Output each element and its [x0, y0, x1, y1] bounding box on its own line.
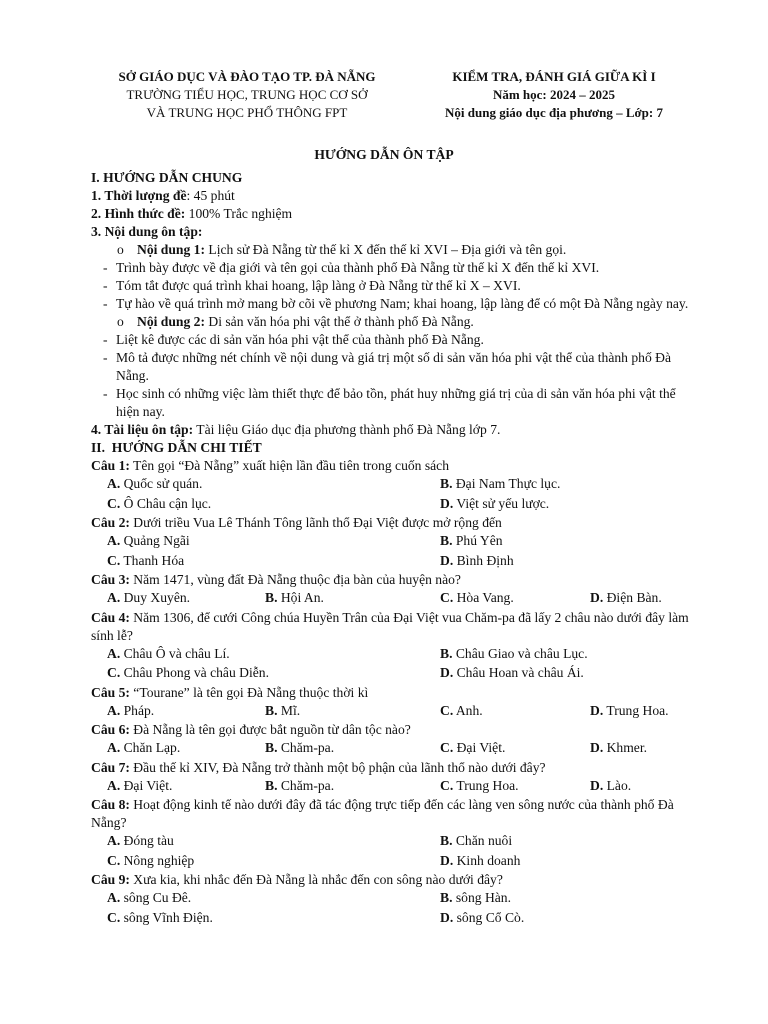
option-letter: B. — [440, 476, 453, 491]
answer-options — [91, 889, 691, 928]
option-text: Pháp. — [120, 702, 155, 718]
option-text: Châu Ô và châu Lí. — [120, 645, 230, 661]
question-text: Đà Nẵng là tên gọi được bắt nguồn từ dân tộc nào? — [129, 722, 411, 737]
question-item — [91, 514, 691, 571]
option-text: Ô Châu cận lục. — [120, 495, 212, 511]
answer-option — [265, 589, 324, 607]
option-text: Đại Việt. — [453, 740, 506, 755]
question-list — [91, 457, 691, 928]
option-text: Châu Phong và châu Diễn. — [120, 665, 269, 680]
answer-option — [440, 589, 514, 607]
option-letter: B. — [265, 702, 278, 718]
option-letter: C. — [107, 552, 121, 568]
option-text: Phú Yên — [452, 533, 503, 548]
question-stem — [91, 796, 691, 832]
question-stem — [91, 514, 691, 532]
option-text: Việt sử yếu lược. — [453, 495, 550, 511]
format-label: 2. Hình thức đề: — [91, 206, 186, 221]
list-item-text: Học sinh có những việc làm thiết thực để bảo tồn, phát huy những giá trị của di sản văn hóa phi vật thể hiện nay. — [116, 386, 676, 419]
option-text: Đại Việt. — [120, 777, 173, 793]
answer-options — [91, 645, 691, 684]
question-stem — [91, 721, 691, 739]
answer-option — [440, 645, 588, 663]
option-letter: B. — [440, 645, 453, 661]
answer-option — [265, 739, 334, 757]
answer-option — [440, 664, 584, 682]
question-text: Dưới triều Vua Lê Thánh Tông lãnh thổ Đại Việt được mở rộng đến — [129, 515, 502, 530]
option-text: Mĩ. — [277, 702, 301, 718]
option-letter: A. — [107, 833, 121, 848]
list-item-text: Liệt kê được các di sản văn hóa phi vật thể của thành phố Đà Nẵng. — [116, 332, 484, 347]
option-letter: B. — [265, 590, 278, 605]
option-letter: B. — [440, 833, 453, 848]
list-item-text: Tóm tắt được quá trình khai hoang, lập làng ở Đà Nẵng từ thế kỉ X – XVI. — [116, 278, 521, 293]
option-text: Chăn nuôi — [452, 833, 513, 848]
header-left — [88, 68, 406, 122]
question-item — [91, 457, 691, 514]
option-letter: C. — [440, 740, 454, 755]
answer-option — [440, 739, 505, 757]
option-letter: D. — [590, 590, 604, 605]
option-text: Quảng Ngãi — [120, 533, 190, 548]
option-text: Quốc sử quán. — [120, 476, 203, 491]
question-item — [91, 571, 691, 609]
option-text: Bình Định — [453, 552, 514, 568]
question-text: Đầu thế kỉ XIV, Đà Nẵng trở thành một bộ phận của lãnh thổ nào dưới đây? — [129, 759, 546, 775]
dash-bullet-icon: - — [103, 296, 108, 311]
question-stem — [91, 571, 691, 589]
option-letter: D. — [590, 702, 604, 718]
option-text: Hòa Vang. — [453, 590, 514, 605]
option-text: Kinh doanh — [453, 852, 521, 868]
list-item — [91, 259, 691, 277]
answer-option — [107, 589, 190, 607]
question-text: Năm 1306, để cưới Công chúa Huyền Trân của Đại Việt vua Chăm-pa đã lấy 2 châu nào dưới đây làm sính lễ? — [91, 609, 689, 643]
question-item — [91, 871, 691, 928]
question-text: Hoạt động kinh tế nào dưới đây đã tác động trực tiếp đến các làng ven sông nước của thành phố Đà Nẵng? — [91, 797, 674, 830]
option-text: sông Cổ Cò. — [453, 909, 525, 925]
header-right — [418, 68, 690, 122]
question-number: Câu 9: — [91, 872, 130, 887]
answer-options — [91, 475, 691, 514]
option-text: sông Hàn. — [452, 890, 511, 905]
content-label: 3. Nội dung ôn tập: — [91, 224, 203, 239]
dash-bullet-icon: - — [103, 332, 108, 347]
answer-option — [440, 777, 519, 795]
format-line — [91, 205, 691, 223]
dash-bullet-icon: - — [103, 260, 108, 275]
question-number: Câu 2: — [91, 515, 130, 530]
content-topic-1 — [91, 241, 691, 259]
header-right-line: Năm học: 2024 – 2025 — [492, 87, 616, 102]
format-value: 100% Trắc nghiệm — [185, 206, 293, 221]
topic-text: Di sản văn hóa phi vật thể ở thành phố Đà Nẵng. — [205, 314, 474, 329]
answer-option — [107, 532, 190, 550]
option-text: Duy Xuyên. — [120, 590, 191, 605]
answer-option — [107, 832, 174, 850]
header-left-line: VÀ TRUNG HỌC PHỔ THÔNG FPT — [146, 105, 348, 120]
question-text: Tên gọi “Đà Nẵng” xuất hiện lần đầu tiên trong cuốn sách — [129, 458, 450, 473]
list-item-text: Trình bày được về địa giới và tên gọi của thành phố Đà Nẵng từ thế kỉ X đến thế kỉ XVI. — [116, 260, 600, 275]
answer-option — [107, 909, 213, 927]
page-title: HƯỚNG DẪN ÔN TẬP — [314, 147, 454, 162]
option-letter: A. — [107, 890, 121, 905]
answer-option — [107, 475, 202, 493]
answer-options — [91, 532, 691, 571]
option-text: Châu Hoan và châu Ái. — [453, 665, 584, 680]
option-letter: B. — [265, 777, 278, 793]
option-text: Chăm-pa. — [277, 777, 335, 793]
answer-option — [440, 495, 549, 513]
question-number: Câu 4: — [91, 609, 130, 625]
question-text: Xưa kia, khi nhắc đến Đà Nẵng là nhắc đến con sông nào dưới đây? — [129, 872, 503, 887]
material-value: Tài liệu Giáo dục địa phương thành phố Đà Nẵng lớp 7. — [193, 422, 501, 437]
circle-bullet-icon: o — [117, 314, 124, 329]
option-letter: A. — [107, 740, 121, 755]
answer-option — [440, 552, 514, 570]
option-letter: D. — [440, 665, 454, 680]
option-text: Trung Hoa. — [453, 777, 519, 793]
answer-option — [440, 475, 560, 493]
question-number: Câu 7: — [91, 759, 130, 775]
header-right-line: KIỂM TRA, ĐÁNH GIÁ GIỮA KÌ I — [452, 69, 656, 84]
option-text: Đóng tàu — [120, 833, 174, 848]
material-label: 4. Tài liệu ôn tập: — [91, 422, 194, 437]
answer-option — [107, 889, 191, 907]
answer-option — [107, 552, 184, 570]
answer-options — [91, 832, 691, 871]
question-stem — [91, 759, 691, 777]
dash-bullet-icon: - — [103, 350, 108, 365]
answer-option — [440, 909, 524, 927]
list-item — [91, 277, 691, 295]
list-item — [91, 295, 691, 313]
option-text: Lào. — [603, 777, 632, 793]
answer-option — [107, 495, 211, 513]
topic-text: Lịch sử Đà Nẵng từ thế kỉ X đến thế kỉ XVI – Địa giới và tên gọi. — [205, 242, 567, 257]
question-number: Câu 8: — [91, 797, 130, 812]
question-item — [91, 796, 691, 871]
question-item — [91, 684, 691, 722]
answer-option — [440, 532, 503, 550]
list-item — [91, 331, 691, 349]
option-letter: C. — [107, 665, 121, 680]
question-text: Năm 1471, vùng đất Đà Nẵng thuộc địa bàn của huyện nào? — [129, 572, 461, 587]
answer-option — [107, 645, 230, 663]
question-item — [91, 609, 691, 684]
option-letter: C. — [440, 777, 454, 793]
question-stem — [91, 457, 691, 475]
question-number: Câu 5: — [91, 684, 130, 700]
answer-option — [440, 702, 483, 720]
answer-options — [91, 589, 691, 609]
option-text: Thanh Hóa — [120, 552, 185, 568]
option-text: Anh. — [453, 702, 483, 718]
topic-label: Nội dung 2: — [137, 314, 205, 329]
option-letter: C. — [107, 852, 121, 868]
option-text: Châu Giao và châu Lục. — [452, 645, 588, 661]
option-letter: D. — [440, 495, 454, 511]
header-right-line: Nội dung giáo dục địa phương – Lớp: 7 — [445, 105, 663, 120]
answer-options — [91, 777, 691, 797]
answer-option — [265, 702, 300, 720]
question-stem — [91, 609, 691, 645]
option-text: Chăm-pa. — [277, 740, 335, 755]
option-letter: D. — [590, 777, 604, 793]
answer-option — [440, 889, 511, 907]
answer-option — [590, 777, 631, 795]
option-text: sông Cu Đê. — [120, 890, 192, 905]
duration-label: 1. Thời lượng đề — [91, 188, 187, 203]
option-letter: B. — [440, 533, 453, 548]
answer-option — [107, 852, 194, 870]
option-letter: C. — [440, 590, 454, 605]
answer-options — [91, 702, 691, 722]
answer-option — [107, 664, 269, 682]
option-text: Đại Nam Thực lục. — [452, 476, 561, 491]
answer-option — [107, 777, 172, 795]
answer-option — [107, 739, 180, 757]
option-letter: B. — [440, 890, 453, 905]
question-stem — [91, 684, 691, 702]
option-letter: D. — [440, 552, 454, 568]
question-item — [91, 759, 691, 797]
option-letter: A. — [107, 533, 121, 548]
document-body — [91, 169, 691, 928]
material-line — [91, 421, 691, 439]
header-left-line: SỞ GIÁO DỤC VÀ ĐÀO TẠO TP. ĐÀ NẴNG — [118, 69, 376, 84]
option-text: Điện Bàn. — [603, 590, 662, 605]
option-letter: D. — [440, 909, 454, 925]
circle-bullet-icon: o — [117, 242, 124, 257]
option-letter: C. — [440, 702, 454, 718]
option-letter: A. — [107, 777, 121, 793]
answer-option — [590, 702, 669, 720]
option-letter: A. — [107, 590, 121, 605]
option-letter: C. — [107, 495, 121, 511]
option-letter: D. — [590, 740, 604, 755]
option-letter: A. — [107, 702, 121, 718]
duration-value: : 45 phút — [186, 188, 235, 203]
topic-label: Nội dung 1: — [137, 242, 205, 257]
answer-option — [265, 777, 334, 795]
answer-option — [440, 832, 512, 850]
dash-bullet-icon: - — [103, 278, 108, 293]
list-item-text: Mô tả được những nét chính về nội dung và giá trị một số di sản văn hóa phi vật thể của thành phố Đà Nẵng. — [116, 350, 671, 383]
question-item — [91, 721, 691, 759]
answer-option — [107, 702, 154, 720]
section-heading: II. HƯỚNG DẪN CHI TIẾT — [91, 440, 262, 455]
option-letter: A. — [107, 476, 121, 491]
answer-option — [590, 739, 647, 757]
option-letter: A. — [107, 645, 121, 661]
header-left-line: TRƯỜNG TIỂU HỌC, TRUNG HỌC CƠ SỞ — [126, 87, 368, 102]
question-stem — [91, 871, 691, 889]
question-number: Câu 3: — [91, 572, 130, 587]
option-text: Nông nghiệp — [120, 852, 195, 868]
duration-line — [91, 187, 691, 205]
content-topic-2 — [91, 313, 691, 331]
option-text: Hội An. — [277, 590, 324, 605]
answer-option — [440, 852, 520, 870]
option-letter: B. — [265, 740, 278, 755]
section-heading: I. HƯỚNG DẪN CHUNG — [91, 170, 243, 185]
option-text: Trung Hoa. — [603, 702, 669, 718]
option-letter: D. — [440, 852, 454, 868]
question-number: Câu 1: — [91, 458, 130, 473]
list-item-text: Tự hào về quá trình mở mang bờ cõi về phương Nam; khai hoang, lập làng để có một Đà Nẵng ngày nay. — [116, 296, 689, 311]
option-text: Khmer. — [603, 740, 648, 755]
list-item — [91, 385, 691, 421]
question-text: “Tourane” là tên gọi Đà Nẵng thuộc thời kì — [129, 684, 369, 700]
option-text: Chăn Lạp. — [120, 740, 181, 755]
list-item — [91, 349, 691, 385]
option-letter: C. — [107, 909, 121, 925]
option-text: sông Vĩnh Điện. — [120, 909, 213, 925]
question-number: Câu 6: — [91, 722, 130, 737]
dash-bullet-icon: - — [103, 386, 108, 401]
answer-options — [91, 739, 691, 759]
answer-option — [590, 589, 662, 607]
